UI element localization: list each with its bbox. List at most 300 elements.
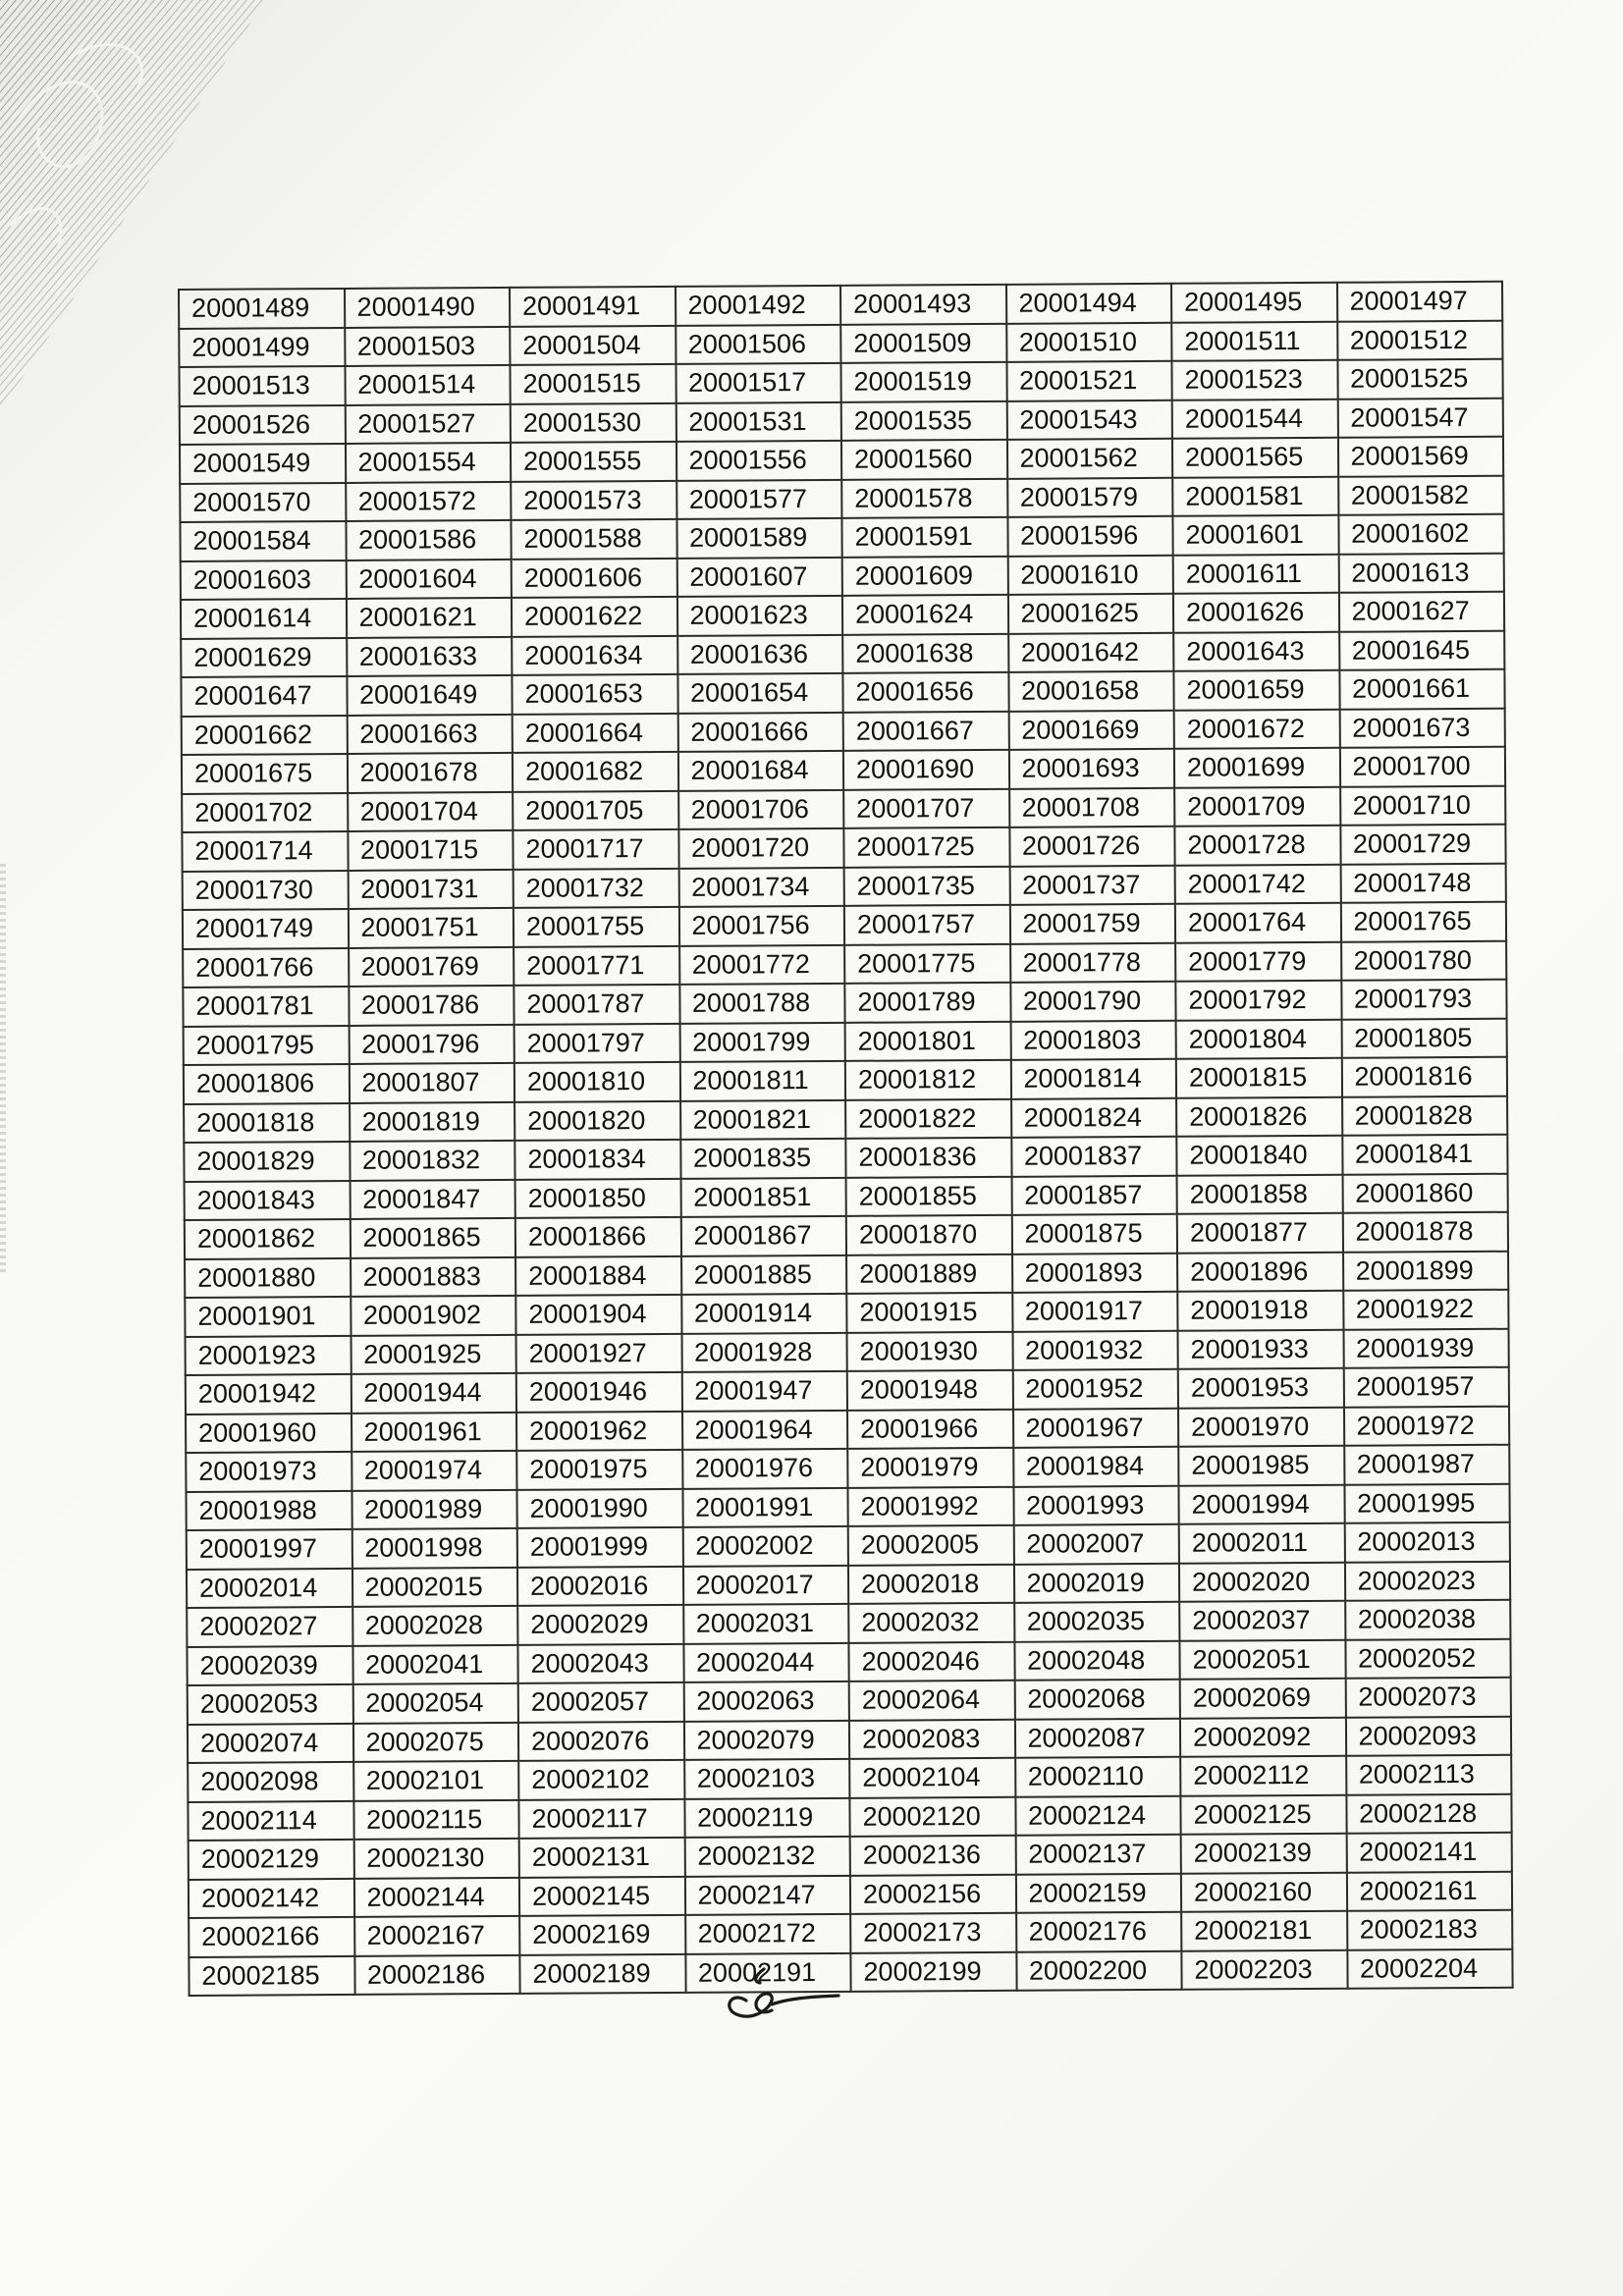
roll-number-cell: 20001621 [346, 598, 512, 638]
roll-number-cell: 20001643 [1173, 631, 1339, 671]
roll-number-cell: 20001573 [511, 480, 676, 520]
roll-number-cell: 20001824 [1011, 1097, 1177, 1138]
roll-number-cell: 20001985 [1178, 1446, 1344, 1486]
roll-number-cell: 20001992 [847, 1486, 1013, 1526]
roll-number-cell: 20001647 [181, 676, 347, 717]
roll-number-cell: 20001927 [516, 1333, 682, 1373]
roll-number-cell: 20001591 [841, 517, 1007, 558]
roll-number-cell: 20001531 [676, 401, 841, 442]
roll-number-cell: 20001607 [676, 557, 842, 597]
roll-number-cell: 20001515 [510, 364, 676, 404]
roll-number-cell: 20001684 [677, 751, 843, 791]
roll-number-cell: 20002119 [684, 1797, 850, 1838]
roll-number-cell: 20001946 [516, 1372, 682, 1413]
roll-number-cell: 20001866 [515, 1217, 681, 1257]
roll-number-cell: 20002068 [1014, 1680, 1180, 1720]
roll-number-cell: 20001829 [184, 1142, 350, 1182]
roll-number-cell: 20002145 [519, 1876, 685, 1916]
roll-number-cell: 20001625 [1007, 594, 1173, 634]
roll-number-cell: 20001499 [179, 327, 345, 367]
roll-number-cell: 20001659 [1173, 670, 1339, 711]
roll-number-cell: 20001596 [1007, 516, 1173, 557]
roll-number-cell: 20001970 [1178, 1407, 1344, 1447]
roll-number-cell: 20002016 [517, 1566, 683, 1606]
roll-number-cell: 20001806 [184, 1064, 350, 1104]
roll-number-cell: 20001495 [1171, 283, 1337, 323]
roll-number-cell: 20001860 [1342, 1173, 1508, 1213]
roll-number-cell: 20002176 [1016, 1912, 1182, 1952]
roll-number-cell: 20001636 [677, 634, 843, 674]
roll-number-cell: 20001547 [1337, 398, 1503, 438]
roll-number-cell: 20001821 [680, 1099, 846, 1140]
roll-number-cell: 20002011 [1179, 1523, 1345, 1564]
roll-number-cell: 20001792 [1175, 981, 1341, 1021]
roll-number-cell: 20001493 [840, 285, 1006, 325]
roll-number-cell: 20002069 [1180, 1679, 1346, 1719]
roll-number-cell: 20001997 [187, 1529, 352, 1570]
roll-number-cell: 20002079 [683, 1720, 849, 1760]
roll-number-cell: 20001994 [1178, 1484, 1344, 1524]
roll-number-cell: 20001814 [1010, 1059, 1176, 1099]
roll-number-cell: 20001638 [842, 633, 1008, 673]
roll-number-cell: 20001851 [680, 1177, 846, 1217]
roll-number-cell: 20001732 [514, 868, 679, 908]
roll-number-cell: 20002141 [1346, 1833, 1512, 1873]
roll-number-cell: 20001662 [182, 715, 348, 755]
roll-number-cell: 20001523 [1171, 360, 1337, 400]
roll-number-cell: 20001626 [1173, 593, 1339, 633]
roll-number-cell: 20001967 [1012, 1408, 1178, 1448]
roll-number-cell: 20001841 [1342, 1135, 1508, 1175]
roll-number-cell: 20001527 [345, 403, 511, 444]
roll-number-cell: 20001751 [348, 908, 514, 948]
roll-number-cell: 20001889 [846, 1254, 1012, 1294]
roll-number-cell: 20001795 [184, 1025, 350, 1065]
roll-number-cell: 20001604 [346, 559, 512, 599]
roll-number-cell: 20001834 [514, 1140, 680, 1180]
roll-number-cell: 20001653 [512, 674, 677, 715]
roll-number-cell: 20002110 [1015, 1757, 1181, 1797]
roll-number-cell: 20001904 [515, 1295, 681, 1335]
roll-number-cell: 20001506 [676, 324, 841, 364]
roll-number-cell: 20001513 [179, 366, 345, 406]
roll-number-cell: 20002128 [1346, 1793, 1512, 1834]
roll-number-cell: 20001779 [1175, 941, 1341, 982]
roll-number-cell: 20001989 [352, 1489, 517, 1529]
roll-number-cell: 20001858 [1177, 1174, 1343, 1214]
roll-number-cell: 20001519 [840, 362, 1006, 402]
roll-number-cell: 20001976 [682, 1449, 848, 1489]
roll-number-cell: 20002169 [519, 1915, 685, 1955]
roll-number-cell: 20002137 [1015, 1835, 1181, 1875]
roll-number-cell: 20001517 [676, 363, 841, 403]
roll-number-cell: 20001656 [842, 672, 1008, 713]
roll-number-cell: 20002002 [682, 1526, 848, 1567]
roll-number-cell: 20002101 [353, 1761, 519, 1801]
roll-number-cell: 20001902 [351, 1296, 516, 1336]
roll-number-cell: 20001729 [1340, 825, 1506, 865]
roll-number-cell: 20002039 [187, 1645, 352, 1685]
roll-number-cell: 20001663 [347, 714, 513, 754]
roll-number-cell: 20002083 [849, 1719, 1015, 1759]
roll-number-cell: 20002183 [1347, 1910, 1513, 1950]
roll-number-cell: 20001930 [847, 1331, 1013, 1371]
roll-number-cell: 20001678 [347, 753, 513, 793]
roll-number-cell: 20001962 [516, 1411, 682, 1451]
roll-number-cell: 20001942 [186, 1374, 352, 1415]
roll-number-cell: 20001781 [183, 987, 349, 1027]
roll-number-cell: 20001914 [681, 1294, 847, 1334]
roll-number-cell: 20002019 [1013, 1563, 1179, 1603]
roll-number-cell: 20001961 [352, 1412, 517, 1452]
roll-number-cell: 20001896 [1177, 1252, 1343, 1292]
roll-number-cell: 20001987 [1344, 1445, 1510, 1485]
roll-number-cell: 20001818 [184, 1102, 350, 1143]
roll-number-cell: 20001514 [345, 365, 511, 405]
roll-number-cell: 20001704 [348, 791, 514, 831]
roll-number-cell: 20001893 [1012, 1253, 1178, 1293]
roll-number-cell: 20002156 [850, 1874, 1016, 1914]
roll-number-cell: 20001725 [843, 828, 1009, 868]
roll-number-cell: 20001778 [1010, 942, 1176, 983]
roll-number-cell: 20001633 [347, 636, 513, 676]
roll-number-cell: 20002054 [352, 1683, 518, 1724]
roll-number-cell: 20002181 [1181, 1911, 1347, 1951]
roll-number-cell: 20001923 [186, 1335, 352, 1375]
roll-number-cell: 20001627 [1338, 592, 1504, 632]
roll-number-cell: 20002204 [1347, 1949, 1513, 1989]
roll-number-cell: 20001810 [514, 1062, 680, 1102]
roll-number-cell: 20001993 [1013, 1485, 1179, 1525]
roll-number-cell: 20002160 [1181, 1872, 1347, 1912]
roll-number-cell: 20002161 [1346, 1871, 1512, 1911]
roll-number-cell: 20001820 [514, 1100, 680, 1141]
roll-number-cell: 20001832 [350, 1141, 515, 1181]
roll-number-cell: 20002144 [353, 1877, 519, 1917]
roll-number-cell: 20001875 [1011, 1214, 1177, 1255]
roll-number-cell: 20002136 [850, 1836, 1016, 1876]
roll-number-cell: 20001837 [1011, 1137, 1177, 1177]
roll-number-cell: 20001554 [345, 443, 511, 483]
roll-number-cell: 20001999 [517, 1527, 683, 1568]
roll-number-cell: 20001629 [181, 637, 347, 677]
roll-number-cell: 20001549 [180, 444, 346, 484]
roll-number-cell: 20001525 [1337, 359, 1503, 400]
roll-number-cell: 20001705 [513, 790, 678, 830]
roll-number-cell: 20001947 [681, 1371, 847, 1412]
roll-number-cell: 20002132 [684, 1837, 850, 1877]
roll-number-cell: 20001709 [1174, 786, 1340, 827]
roll-number-cell: 20001901 [185, 1297, 351, 1337]
roll-number-cell: 20001973 [186, 1452, 352, 1492]
roll-number-cell: 20001582 [1338, 475, 1504, 515]
roll-number-cell: 20001862 [185, 1219, 351, 1259]
roll-number-cell: 20001915 [846, 1293, 1012, 1333]
roll-number-cell: 20002051 [1179, 1639, 1345, 1680]
roll-number-cell: 20001602 [1338, 514, 1504, 555]
roll-number-cell: 20002027 [187, 1607, 352, 1647]
roll-number-cell: 20001521 [1006, 361, 1172, 401]
roll-number-cell: 20001917 [1012, 1292, 1178, 1332]
roll-number-cell: 20001700 [1339, 747, 1505, 787]
roll-number-cell: 20001717 [513, 829, 678, 870]
roll-number-cell: 20002199 [850, 1951, 1016, 1992]
roll-number-cell: 20001796 [349, 1024, 514, 1064]
roll-number-cell: 20001654 [677, 673, 843, 714]
roll-number-cell: 20001883 [351, 1256, 516, 1297]
roll-number-cell: 20001933 [1178, 1329, 1344, 1369]
roll-number-cell: 20002074 [188, 1723, 353, 1763]
roll-number-cell: 20001581 [1172, 476, 1338, 516]
roll-number-cell: 20002046 [848, 1641, 1014, 1682]
roll-number-cell: 20001503 [345, 326, 511, 366]
roll-number-cell: 20001819 [350, 1101, 515, 1142]
roll-number-cell: 20001975 [516, 1450, 682, 1490]
roll-number-cell: 20001771 [514, 945, 679, 986]
roll-number-cell: 20001707 [843, 788, 1009, 828]
roll-number-cell: 20001614 [181, 599, 347, 639]
roll-number-cell: 20001510 [1006, 322, 1172, 362]
roll-number-cell: 20001775 [844, 943, 1010, 984]
roll-number-cell: 20001601 [1172, 515, 1338, 556]
roll-number-cell: 20001764 [1175, 903, 1341, 943]
roll-number-cell: 20001673 [1339, 708, 1505, 748]
roll-number-cell: 20001613 [1338, 553, 1504, 593]
roll-number-cell: 20001624 [842, 595, 1008, 635]
roll-number-cell: 20001570 [180, 482, 346, 522]
roll-number-cell: 20001734 [678, 867, 844, 907]
roll-number-cell: 20001720 [678, 828, 844, 869]
roll-number-cell: 20001815 [1176, 1058, 1342, 1098]
roll-number-cell: 20002087 [1014, 1718, 1180, 1758]
roll-number-cell: 20002139 [1181, 1834, 1347, 1874]
roll-number-cell: 20001509 [840, 323, 1006, 363]
roll-number-cell: 20001855 [846, 1176, 1012, 1216]
roll-number-cell: 20001756 [678, 906, 844, 946]
roll-number-cell: 20001932 [1012, 1330, 1178, 1370]
roll-number-cell: 20001504 [510, 325, 676, 365]
roll-number-cell: 20001735 [844, 866, 1010, 906]
roll-number-cell: 20001790 [1010, 982, 1176, 1022]
scan-edge-mark [0, 864, 6, 1276]
roll-number-cell: 20002117 [518, 1798, 684, 1839]
roll-number-cell: 20001589 [676, 518, 842, 559]
roll-number-cell: 20002113 [1346, 1755, 1512, 1795]
roll-number-cell: 20001511 [1171, 321, 1337, 361]
roll-number-cell: 20001586 [346, 520, 512, 561]
roll-number-cell: 20001755 [514, 907, 679, 947]
roll-number-cell: 20002020 [1179, 1562, 1345, 1602]
roll-number-cell: 20001702 [182, 792, 348, 832]
roll-number-cell: 20002098 [188, 1762, 353, 1802]
roll-number-cell: 20001922 [1343, 1290, 1509, 1330]
roll-number-cell: 20001885 [681, 1255, 847, 1295]
roll-number-cell: 20002048 [1014, 1640, 1180, 1681]
roll-number-cell: 20001606 [512, 558, 677, 598]
roll-number-cell: 20002063 [683, 1682, 849, 1722]
roll-number-cell: 20002115 [353, 1799, 519, 1840]
roll-number-cell: 20001816 [1341, 1057, 1507, 1097]
roll-number-cell: 20001562 [1006, 439, 1172, 479]
roll-number-cell: 20002064 [849, 1681, 1015, 1721]
roll-number-cell: 20001850 [515, 1178, 681, 1218]
roll-number-cell: 20001579 [1007, 477, 1173, 517]
roll-number-cell: 20001884 [515, 1255, 681, 1296]
roll-number-cell: 20001526 [180, 404, 346, 445]
roll-number-cell: 20001572 [346, 481, 512, 521]
roll-number-cell: 20002014 [187, 1568, 352, 1608]
roll-number-cell: 20001812 [845, 1060, 1011, 1100]
roll-number-cell: 20002166 [189, 1917, 354, 1957]
roll-number-cell: 20001649 [347, 675, 513, 716]
roll-number-cell: 20001489 [179, 289, 345, 329]
roll-number-cell: 20001669 [1008, 710, 1174, 750]
roll-number-cell: 20002124 [1015, 1795, 1181, 1836]
roll-number-cell: 20001865 [350, 1218, 515, 1258]
roll-number-cell: 20001667 [843, 711, 1009, 751]
roll-number-cell: 20002053 [188, 1684, 353, 1725]
roll-number-cell: 20001731 [348, 869, 514, 909]
roll-number-cell: 20001870 [846, 1215, 1012, 1255]
roll-number-cell: 20002092 [1180, 1717, 1346, 1757]
roll-number-cell: 20002112 [1180, 1756, 1346, 1796]
roll-number-cell: 20001843 [185, 1180, 351, 1220]
roll-number-cell: 20001979 [847, 1448, 1013, 1488]
roll-number-cell: 20002031 [683, 1604, 849, 1644]
roll-number-cell: 20001658 [1008, 671, 1174, 712]
roll-number-cell: 20001530 [511, 402, 676, 443]
roll-number-cell: 20001766 [183, 947, 349, 988]
roll-number-cell: 20001623 [676, 596, 842, 636]
roll-number-cell: 20001995 [1344, 1483, 1510, 1523]
roll-number-cell: 20002032 [848, 1603, 1014, 1643]
roll-number-cell: 20001708 [1009, 787, 1175, 828]
roll-number-cell: 20001857 [1011, 1175, 1177, 1215]
roll-number-cell: 20001664 [513, 713, 678, 753]
roll-number-cell: 20002044 [683, 1642, 849, 1682]
roll-number-cell: 20002013 [1344, 1522, 1510, 1563]
handwritten-signature-icon [717, 1961, 844, 2030]
roll-number-cell: 20001880 [185, 1257, 351, 1298]
roll-number-cell: 20002076 [518, 1721, 684, 1761]
roll-number-cell: 20001786 [349, 986, 514, 1026]
roll-number-cell: 20002189 [519, 1953, 685, 1994]
roll-number-cell: 20001788 [679, 984, 845, 1024]
roll-number-cell: 20002142 [189, 1878, 354, 1918]
roll-number-cell: 20001805 [1341, 1018, 1507, 1058]
roll-number-cell: 20001642 [1008, 632, 1174, 672]
roll-number-cell: 20001801 [845, 1021, 1011, 1061]
roll-number-cell: 20002185 [189, 1955, 354, 1996]
roll-number-cell: 20001867 [680, 1216, 846, 1256]
roll-number-cell: 20001847 [350, 1179, 515, 1219]
roll-number-cell: 20001797 [514, 1023, 680, 1063]
roll-number-cell: 20001807 [349, 1063, 514, 1103]
roll-number-cell: 20001952 [1012, 1369, 1178, 1410]
roll-number-cell: 20001577 [676, 479, 842, 519]
roll-number-cell: 20001918 [1177, 1291, 1343, 1331]
roll-number-cell: 20001972 [1343, 1406, 1509, 1446]
roll-number-cell: 20001944 [351, 1373, 516, 1414]
roll-number-cell: 20001645 [1339, 630, 1505, 670]
roll-number-cell: 20001535 [841, 400, 1007, 441]
roll-number-cell: 20002159 [1015, 1873, 1181, 1913]
roll-number-table [178, 281, 1514, 1997]
roll-number-cell: 20001998 [352, 1528, 517, 1569]
roll-number-cell: 20001991 [682, 1487, 848, 1527]
roll-number-cell: 20002114 [188, 1800, 353, 1841]
roll-number-cell: 20002147 [684, 1875, 850, 1915]
roll-number-cell: 20001730 [183, 870, 349, 910]
roll-number-cell: 20002052 [1345, 1638, 1511, 1679]
roll-number-cell: 20001543 [1006, 400, 1172, 440]
roll-number-cell: 20001714 [182, 831, 348, 872]
roll-number-cell: 20001737 [1009, 865, 1175, 905]
roll-number-cell: 20001560 [841, 440, 1007, 480]
roll-number-cell: 20001512 [1337, 320, 1503, 360]
roll-number-cell: 20002125 [1180, 1794, 1346, 1835]
roll-number-cell: 20001609 [842, 556, 1008, 596]
roll-number-cell: 20001710 [1340, 785, 1506, 826]
roll-number-cell: 20001939 [1343, 1328, 1509, 1368]
roll-number-cell: 20001675 [182, 754, 348, 794]
roll-number-cell: 20002023 [1344, 1561, 1510, 1601]
roll-number-cell: 20002129 [189, 1840, 354, 1880]
roll-number-cell: 20001759 [1009, 904, 1175, 944]
roll-number-cell: 20001789 [844, 983, 1010, 1023]
roll-number-cell: 20001928 [681, 1332, 847, 1372]
roll-number-cell: 20001822 [845, 1098, 1011, 1139]
roll-number-cell: 20001840 [1176, 1136, 1342, 1176]
roll-number-cell: 20001715 [348, 830, 514, 871]
roll-number-cell: 20001836 [845, 1138, 1011, 1178]
roll-number-cell: 20001666 [677, 712, 843, 752]
roll-number-cell: 20002015 [352, 1567, 517, 1607]
roll-number-cell: 20002028 [352, 1606, 518, 1646]
roll-number-cell: 20001948 [847, 1370, 1013, 1411]
roll-number-cell: 20001584 [180, 521, 346, 561]
roll-number-cell: 20002191 [685, 1952, 851, 1993]
roll-number-cell: 20001693 [1008, 749, 1174, 789]
roll-number-cell: 20001878 [1342, 1212, 1508, 1253]
roll-number-cell: 20001990 [516, 1488, 682, 1528]
roll-number-cell: 20001611 [1173, 554, 1339, 594]
roll-number-cell: 20001803 [1010, 1020, 1176, 1060]
roll-number-cell: 20002200 [1016, 1950, 1182, 1991]
roll-number-cell: 20001799 [679, 1022, 845, 1062]
roll-number-cell: 20001988 [186, 1490, 352, 1530]
roll-number-cell: 20002104 [849, 1758, 1015, 1798]
roll-number-cell: 20002073 [1345, 1678, 1511, 1718]
roll-number-cell: 20001828 [1342, 1095, 1508, 1136]
roll-number-cell: 20002102 [518, 1760, 684, 1800]
roll-number-cell: 20001661 [1339, 669, 1505, 710]
roll-number-cell: 20002131 [519, 1838, 685, 1878]
roll-number-cell: 20001578 [841, 478, 1007, 518]
roll-number-cell: 20002093 [1345, 1716, 1511, 1756]
roll-number-cell: 20001569 [1337, 437, 1503, 477]
roll-number-cell: 20001565 [1172, 438, 1338, 478]
roll-number-cell: 20002007 [1013, 1524, 1179, 1565]
roll-number-cell: 20001690 [843, 750, 1009, 790]
roll-number-cell: 20001804 [1176, 1019, 1342, 1059]
roll-number-cell: 20001826 [1176, 1096, 1342, 1137]
roll-number-cell: 20002203 [1181, 1949, 1347, 1990]
roll-number-cell: 20001672 [1174, 709, 1340, 749]
roll-number-cell: 20002172 [685, 1914, 851, 1954]
roll-number-cell: 20001588 [511, 519, 676, 560]
roll-number-cell: 20001699 [1174, 748, 1340, 788]
